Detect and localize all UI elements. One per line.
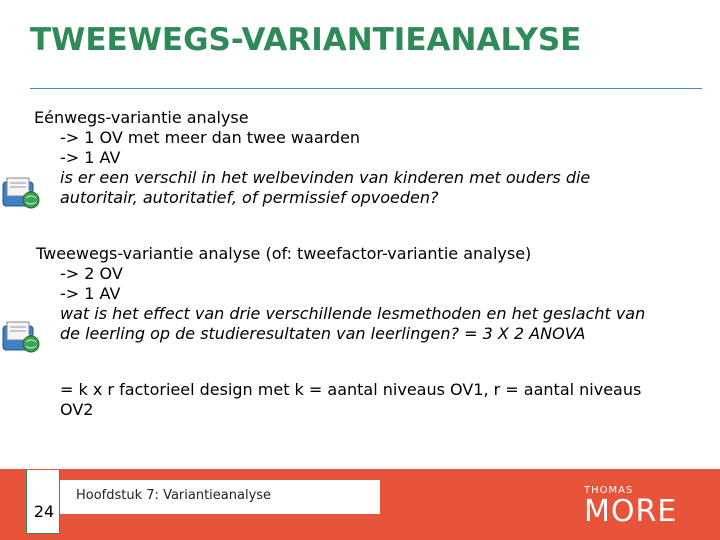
page-number: 24 [33,502,55,521]
page-number-box [26,470,60,534]
two-way-heading: Tweewegs-variantie analyse (of: tweefactor-variantie analyse) [36,244,532,263]
one-way-heading: Eénwegs-variantie analyse [34,108,249,127]
one-way-example-line-1: is er een verschil in het welbevinden van kinderen met ouders die [60,168,591,187]
document-globe-icon [2,318,42,354]
one-way-example-line-2: autoritair, autoritatief, of permissief opvoeden? [60,188,439,207]
two-way-ov-line: -> 2 OV [60,264,123,283]
logo-small-text: THOMAS [584,485,634,496]
two-way-example-line-1: wat is het effect van drie verschillende lesmethoden en het geslacht van [60,304,646,323]
factorial-line-2: OV2 [60,400,94,419]
two-way-anova-block [36,244,645,344]
factorial-line-1: = k x r factorieel design met k = aantal niveaus OV1, r = aantal niveaus [60,380,642,399]
one-way-av-line: -> 1 AV [60,148,121,167]
footer-chapter-title: Hoofdstuk 7: Variantieanalyse [76,488,272,503]
factorial-design-block [60,380,641,420]
one-way-anova-block [34,108,590,208]
one-way-ov-line: -> 1 OV met meer dan twee waarden [60,128,361,147]
document-globe-icon [2,174,42,210]
logo-big-text: MORE [584,494,678,529]
slide-title: TWEEWEGS-VARIANTIEANALYSE [30,22,582,58]
two-way-av-line: -> 1 AV [60,284,121,303]
two-way-example-line-2: de leerling op de studieresultaten van leerlingen? = 3 X 2 ANOVA [60,324,586,343]
thomas-more-logo [584,485,677,529]
title-divider [30,88,702,89]
